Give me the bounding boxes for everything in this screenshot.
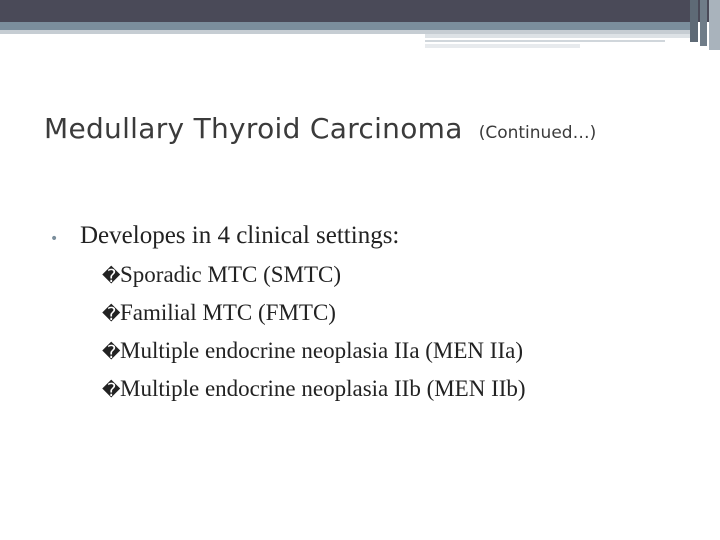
bullet-text: Developes in 4 clinical settings:	[80, 222, 400, 249]
missing-glyph-icon: �	[102, 342, 121, 363]
sub-bullet-item	[44, 257, 704, 295]
header-stripe	[425, 34, 690, 38]
sub-bullet-item	[44, 371, 704, 409]
sub-bullet-text: Multiple endocrine neoplasia IIa (MEN IIa)	[120, 338, 523, 363]
sub-bullet-text: Sporadic MTC (SMTC)	[120, 262, 342, 287]
missing-glyph-icon: �	[102, 304, 121, 325]
sub-bullet-item	[44, 295, 704, 333]
slide-title	[44, 112, 596, 145]
bullet-item	[44, 218, 704, 257]
header-accent-block	[709, 0, 720, 50]
bullet-icon: •	[50, 231, 59, 247]
slide-title-text: Medullary Thyroid Carcinoma	[44, 112, 463, 145]
sub-bullet-list	[44, 257, 704, 409]
sub-bullet-item	[44, 333, 704, 371]
slide-body	[44, 218, 704, 409]
missing-glyph-icon: �	[102, 266, 121, 287]
missing-glyph-icon: �	[102, 380, 121, 401]
header-bar	[0, 0, 720, 22]
slide-title-suffix: (Continued…)	[478, 123, 597, 143]
sub-bullet-text: Familial MTC (FMTC)	[120, 300, 336, 325]
header-accent-block	[690, 0, 698, 42]
header-accent-block	[700, 0, 707, 46]
header-stripe	[425, 40, 665, 42]
header-stripe	[425, 44, 580, 48]
sub-bullet-text: Multiple endocrine neoplasia IIb (MEN IIb)	[120, 376, 526, 401]
header-stripe	[0, 22, 690, 30]
